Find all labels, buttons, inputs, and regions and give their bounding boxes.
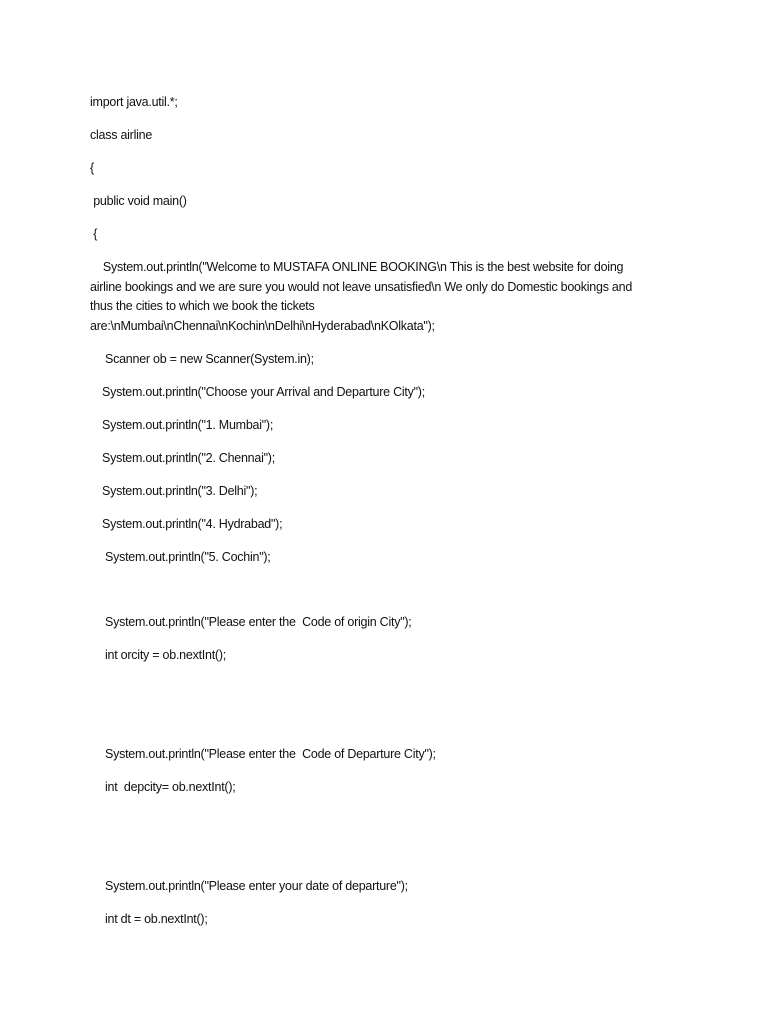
code-line-method-declaration: public void main() bbox=[90, 194, 187, 208]
code-line-welcome-2: airline bookings and we are sure you would not leave unsatisfied\n We only do Domestic bookings and bbox=[90, 279, 633, 294]
code-line-city-5: System.out.println("5. Cochin"); bbox=[105, 550, 271, 564]
code-line-prompt-departure: System.out.println("Please enter the Code of Departure City"); bbox=[105, 747, 436, 761]
code-line-prompt-date: System.out.println("Please enter your date of departure"); bbox=[105, 879, 408, 893]
code-paragraph-welcome-message bbox=[90, 258, 690, 336]
code-line-city-3: System.out.println("3. Delhi"); bbox=[102, 484, 258, 498]
code-line-read-departure: int depcity= ob.nextInt(); bbox=[105, 780, 236, 794]
code-line-method-open-brace: { bbox=[90, 227, 98, 241]
code-line-city-2: System.out.println("2. Chennai"); bbox=[102, 451, 275, 465]
code-line-scanner: Scanner ob = new Scanner(System.in); bbox=[105, 352, 314, 366]
code-line-import: import java.util.*; bbox=[90, 95, 178, 109]
code-line-welcome-3: thus the cities to which we book the tickets bbox=[90, 299, 315, 313]
code-line-city-4: System.out.println("4. Hydrabad"); bbox=[102, 517, 283, 531]
code-line-welcome-4: are:\nMumbai\nChennai\nKochin\nDelhi\nHyderabad\nKOlkata"); bbox=[90, 318, 435, 333]
code-line-class-declaration: class airline bbox=[90, 128, 153, 142]
code-line-read-date: int dt = ob.nextInt(); bbox=[105, 912, 208, 926]
code-line-prompt-origin: System.out.println("Please enter the Code of origin City"); bbox=[105, 615, 412, 629]
code-line-class-open-brace: { bbox=[90, 161, 94, 175]
code-line-city-1: System.out.println("1. Mumbai"); bbox=[102, 418, 274, 432]
code-line-read-origin: int orcity = ob.nextInt(); bbox=[105, 648, 226, 662]
code-line-welcome-1: System.out.println("Welcome to MUSTAFA ONLINE BOOKING\n This is the best website for doing bbox=[90, 260, 624, 274]
code-line-choose-city: System.out.println("Choose your Arrival and Departure City"); bbox=[102, 385, 425, 399]
